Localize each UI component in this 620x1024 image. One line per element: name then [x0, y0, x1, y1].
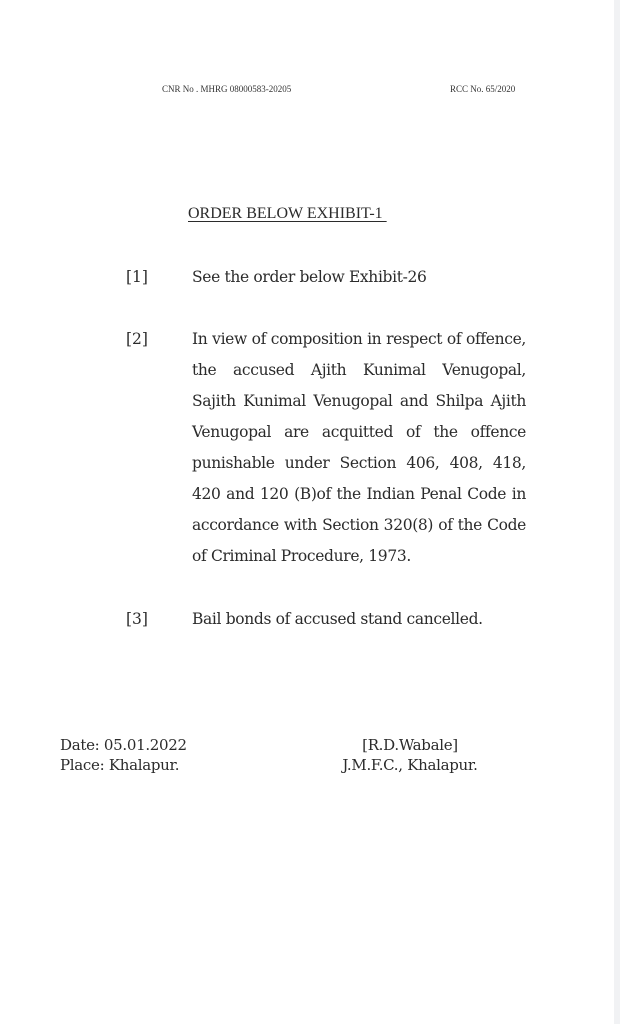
- order-title: ORDER BELOW EXHIBIT-1: [188, 205, 387, 222]
- paragraph-1: [192, 262, 526, 293]
- paragraph-2-line: the accused Ajith Kunimal Venugopal,: [192, 361, 526, 379]
- paragraph-2-line: of Criminal Procedure, 1973.: [192, 547, 411, 565]
- paragraph-3-line: Bail bonds of accused stand cancelled.: [192, 610, 483, 628]
- paragraph-2-line: accordance with Section 320(8) of the Code: [192, 516, 526, 534]
- paragraph-2-line: Sajith Kunimal Venugopal and Shilpa Ajith: [192, 392, 526, 410]
- paragraph-2: [192, 324, 526, 572]
- page-edge: [614, 0, 620, 1024]
- order-date: Date: 05.01.2022: [60, 736, 187, 754]
- cnr-number: CNR No . MHRG 08000583-20205: [162, 84, 292, 94]
- date-place-block: [60, 735, 187, 775]
- signature-block: [330, 735, 490, 775]
- judge-name: [R.D.Wabale]: [362, 736, 458, 754]
- paragraph-number-2: [2]: [126, 330, 148, 348]
- paragraph-2-line: 420 and 120 (B)of the Indian Penal Code in: [192, 485, 526, 503]
- paragraph-2-line: Venugopal are acquitted of the offence: [192, 423, 526, 441]
- rcc-number: RCC No. 65/2020: [450, 84, 516, 94]
- paragraph-number-3: [3]: [126, 610, 148, 628]
- paragraph-number-1: [1]: [126, 268, 148, 286]
- paragraph-3: [192, 604, 526, 635]
- paragraph-2-line: In view of composition in respect of offence,: [192, 330, 526, 348]
- judge-designation: J.M.F.C., Khalapur.: [342, 756, 478, 774]
- order-place: Place: Khalapur.: [60, 756, 180, 774]
- paragraph-1-line: See the order below Exhibit-26: [192, 268, 427, 286]
- paragraph-2-line: punishable under Section 406, 408, 418,: [192, 454, 526, 472]
